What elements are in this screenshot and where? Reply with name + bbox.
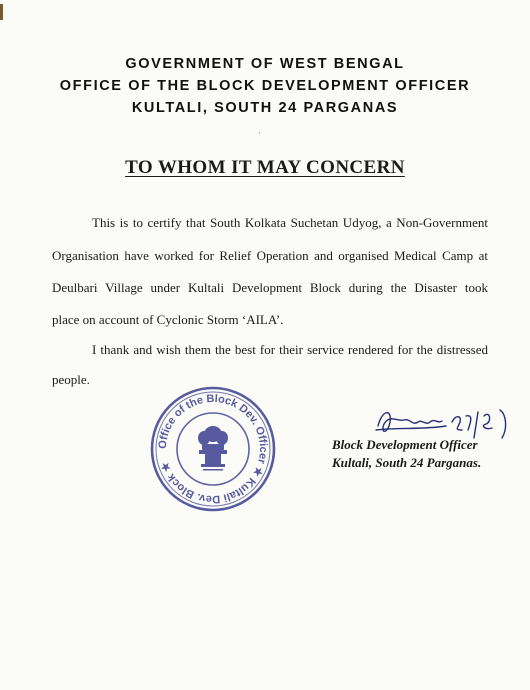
signatory-place: Kultali, South 24 Parganas. xyxy=(332,455,482,470)
body-line-6: people. xyxy=(52,372,90,387)
body-line-1: This is to certify that South Kolkata Suchetan Udyog, a Non-Government xyxy=(92,215,488,230)
header-location: KULTALI, SOUTH 24 PARGANAS xyxy=(131,100,399,116)
body-line-5: I thank and wish them the best for their service rendered for the distressed xyxy=(92,342,488,357)
body-line-2: Organisation have worked for Relief Operation and organised Medical Camp at xyxy=(52,248,488,263)
body-line-4: place on account of Cyclonic Storm ‘AILA’. xyxy=(52,312,284,327)
office-seal-stamp xyxy=(148,384,278,514)
state-emblem-icon xyxy=(198,426,228,471)
seal-text: Office of the Block Dev. Officer ★ Kultali Dev. Block ★ xyxy=(156,392,270,506)
letter-title: TO WHOM IT MAY CONCERN xyxy=(125,157,405,178)
header-office: OFFICE OF THE BLOCK DEVELOPMENT OFFICER xyxy=(59,78,471,94)
scan-mark xyxy=(0,4,3,20)
speck-mark: · xyxy=(258,128,261,138)
header-government: GOVERNMENT OF WEST BENGAL xyxy=(125,56,405,72)
body-line-3: Deulbari Village under Kultali Development Block during the Disaster took xyxy=(52,280,488,295)
signatory-designation: Block Development Officer xyxy=(332,437,478,452)
